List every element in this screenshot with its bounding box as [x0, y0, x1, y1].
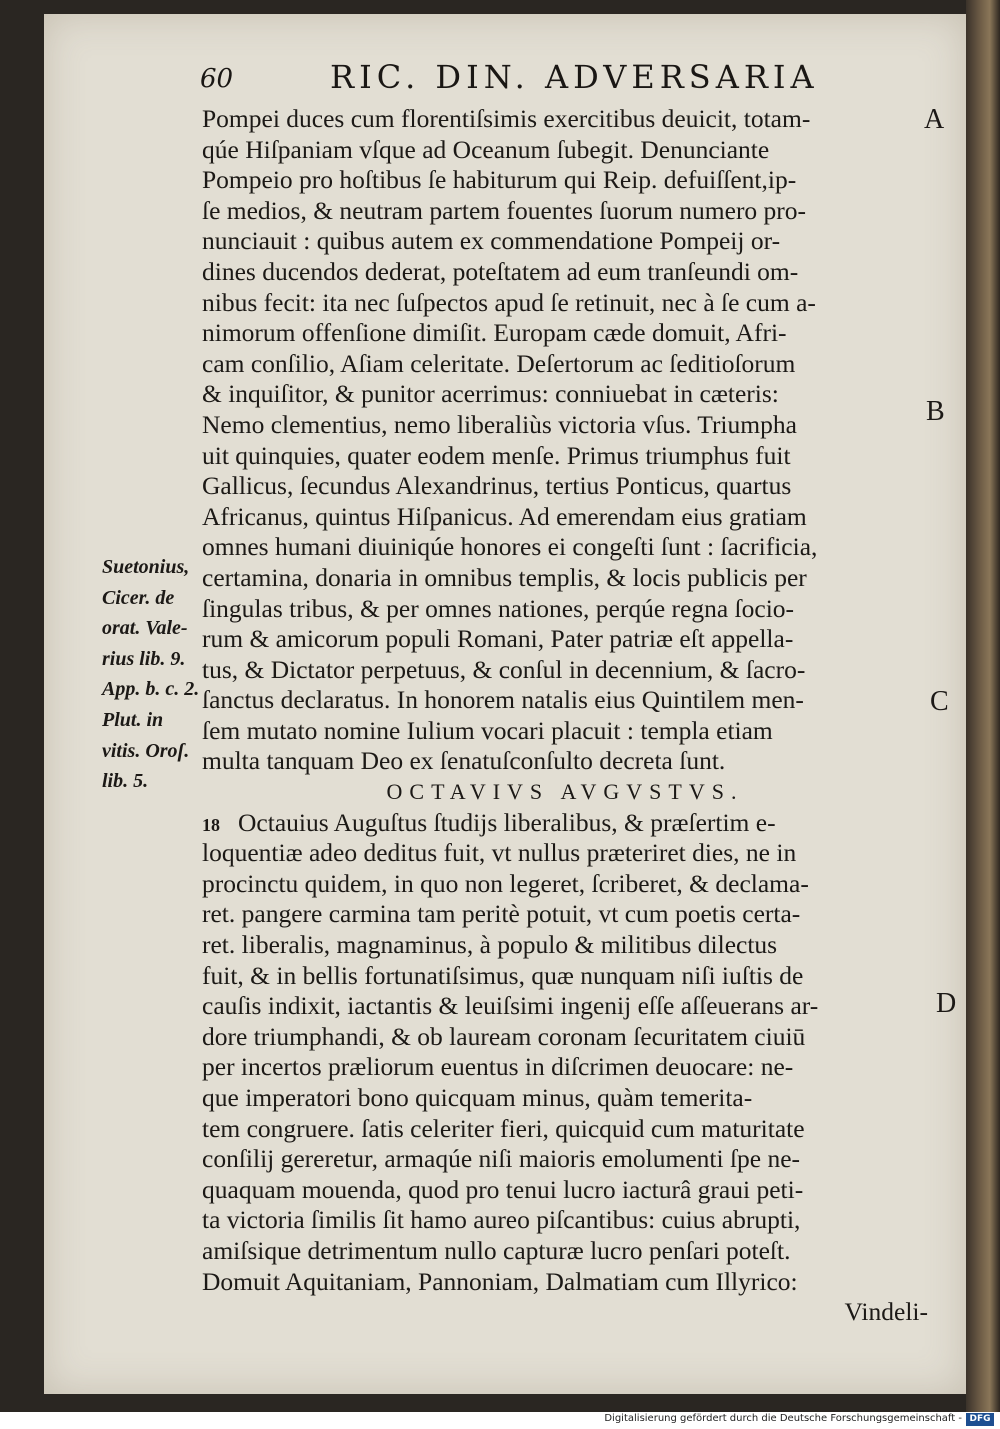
text-line: nimorum offenſione dimiſit. Europam cæde domuit, Afri- [202, 318, 787, 348]
catchword: Vindeli- [844, 1297, 928, 1327]
body-text [202, 104, 928, 1328]
section-letter-b: B [926, 396, 945, 427]
text-line: ſe medios, & neutram partem fouentes ſuorum numero pro- [202, 195, 807, 225]
text-line [202, 808, 928, 839]
text-line: Domuit Aquitaniam, Pannoniam, Dalmatiam cum Illyrico: [202, 1266, 798, 1296]
funding-credit: Digitalisierung gefördert durch die Deutsche Forschungsgemeinschaft - [604, 1413, 962, 1424]
running-head: RIC. DIN. ADVERSARIA [330, 58, 819, 96]
margin-note-line: orat. Vale- [102, 617, 188, 640]
text-line: omnes humani diuiniqúe honores ei congeſti ſunt : ſacrificia, [202, 532, 818, 562]
text-line: Pompeio pro hoſtibus ſe habiturum qui Reip. defuiſſent,ip- [202, 165, 797, 195]
text-line: nibus fecit: ita nec ſuſpectos apud ſe retinuit, nec à ſe cum a- [202, 287, 816, 317]
section-number: 18 [202, 814, 220, 835]
text-line: loquentiæ adeo deditus fuit, vt nullus præteriret dies, ne in [202, 838, 797, 868]
page-header [200, 58, 840, 106]
text-line: ſingulas tribus, & per omnes nationes, perqúe regna ſocio- [202, 593, 795, 623]
page-edge-shadow [966, 0, 1000, 1412]
text-line: conſilij gereretur, armaqúe niſi maioris emolumenti ſpe ne- [202, 1144, 801, 1174]
margin-note-line: Plut. in [102, 708, 164, 731]
margin-note-line: rius lib. 9. [102, 647, 186, 670]
text-line: qúe Hiſpaniam vſque ad Oceanum ſubegit. Denunciante [202, 134, 770, 164]
text-line: Pompei duces cum florentiſsimis exercitibus deuicit, totam- [202, 104, 811, 133]
text-line: cauſis indixit, iactantis & leuiſsimi ingenij eſſe aſſeuerans ar- [202, 991, 819, 1021]
margin-note [102, 552, 212, 797]
text-line: nunciauit : quibus autem ex commendatione Pompeij or- [202, 226, 781, 256]
text-line: procinctu quidem, in quo non legeret, ſcriberet, & declama- [202, 868, 809, 898]
page-number: 60 [200, 64, 234, 94]
text-line: certamina, donaria in omnibus templis, & locis publicis per [202, 562, 807, 592]
margin-note-line: Cicer. de [102, 586, 175, 609]
margin-note-line: Suetonius, [102, 556, 190, 578]
text-line-content: Octauius Auguſtus ſtudijs liberalibus, & præſertim e- [238, 807, 776, 837]
margin-note-line: lib. 5. [102, 770, 149, 793]
text-line: que imperatori bono quicquam minus, quàm temerita- [202, 1083, 753, 1112]
margin-note-line: App. b. c. 2. [102, 678, 200, 701]
text-line: ta victoria ſimilis ſit hamo aureo piſcantibus: cuius abrupti, [202, 1205, 801, 1235]
section-heading: OCTAVIVS AVGVSTVS. [386, 779, 744, 805]
text-line: dines ducendos dederat, poteſtatem ad eum tranſeundi om- [202, 256, 799, 286]
text-line: dore triumphandi, & ob lauream coronam ſecuritatem ciuiū [202, 1021, 806, 1051]
text-line: cam conſilio, Aſiam celeritate. Deſertorum ac ſeditioſorum [202, 348, 796, 378]
dfg-logo: DFG [966, 1413, 994, 1426]
text-line: rum & amicorum populi Romani, Pater patriæ eſt appella- [202, 624, 794, 654]
section-letter-a: A [924, 104, 945, 135]
text-line: multa tanquam Deo ex ſenatuſconſulto decreta ſunt. [202, 746, 726, 776]
text-line: Africanus, quintus Hiſpanicus. Ad emerendam eius gratiam [202, 501, 807, 531]
footer-bar [0, 1412, 1000, 1429]
text-line: uit quinquies, quater eodem menſe. Primus triumphus fuit [202, 440, 791, 470]
text-line: tus, & Dictator perpetuus, & conſul in decennium, & ſacro- [202, 654, 806, 684]
text-line: & inquiſitor, & punitor acerrimus: conniuebat in cæteris: [202, 379, 779, 409]
text-line: Nemo clementius, nemo liberaliùs victoria vſus. Triumpha [202, 409, 797, 439]
text-line: tem congruere. ſatis celeriter fieri, quicquid cum maturitate [202, 1113, 805, 1143]
text-line: amiſsique detrimentum nullo capturæ lucro penſari poteſt. [202, 1235, 791, 1265]
text-line: ret. liberalis, magnaminus, à populo & militibus dilectus [202, 930, 778, 960]
text-line: ſanctus declaratus. In honorem natalis eius Quintilem men- [202, 685, 804, 715]
text-line: ret. pangere carmina tam peritè potuit, vt cum poetis certa- [202, 899, 801, 929]
text-line: per incertos præliorum euentus in diſcrimen deuocare: ne- [202, 1052, 794, 1082]
margin-note-line: vitis. Oroſ. [102, 739, 190, 762]
text-line: quaquam mouenda, quod pro tenui lucro iacturâ graui peti- [202, 1174, 804, 1204]
section-letter-d: D [936, 988, 957, 1019]
text-line: Gallicus, ſecundus Alexandrinus, tertius Ponticus, quartus [202, 471, 792, 501]
text-line: ſem mutato nomine Iulium vocari placuit : templa etiam [202, 715, 773, 745]
text-line: fuit, & in bellis fortunatiſsimus, quæ nunquam niſi iuſtis de [202, 960, 804, 990]
section-letter-c: C [930, 686, 949, 717]
